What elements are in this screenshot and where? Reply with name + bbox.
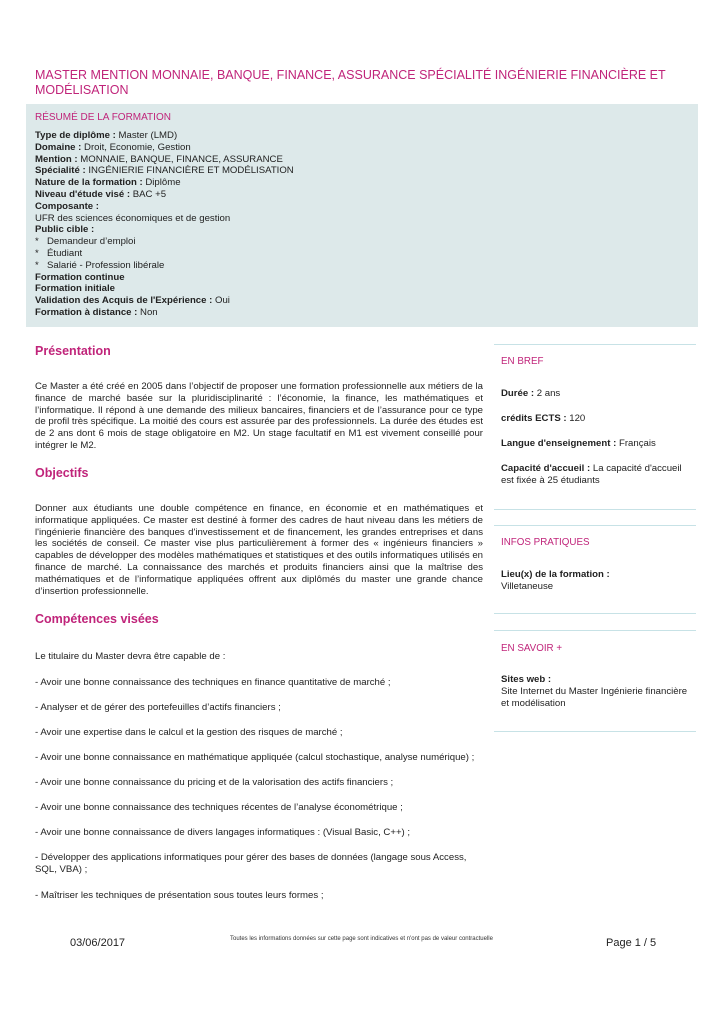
study-level: Niveau d'étude visé : BAC +5	[35, 188, 167, 200]
list-item: * Salarié - Profession libérale	[35, 259, 165, 271]
summary-body	[35, 130, 294, 319]
list-item: - Avoir une bonne connaissance des techniques récentes de l’analyse économétrique ;	[35, 802, 403, 813]
divider	[494, 509, 696, 510]
learn-more-heading: EN SAVOIR +	[501, 643, 563, 654]
location-value: Villetaneuse	[501, 581, 554, 592]
document-title: MASTER MENTION MONNAIE, BANQUE, FINANCE, ASSURANCE SPÉCIALITÉ INGÉNIERIE FINANCIÈRE ET MODÉLISATION	[35, 68, 666, 97]
divider	[494, 344, 696, 345]
presentation-heading: Présentation	[35, 344, 111, 358]
footer-date: 03/06/2017	[70, 937, 126, 949]
skills-heading: Compétences visées	[35, 612, 159, 626]
distance-learning: Formation à distance : Non	[35, 306, 158, 318]
objectives-text: Donner aux étudiants une double compétence en finance, en économie et en mathématiques et informatique appliquées. Ce master est destiné à former des cadres de haut niveau dans les métiers de l'ingénierie financière des banques d'investissement et de financement, les grandes entreprises et dans les sociétés de conseil. Ce master vise plus particulièrement à former des « ingénieurs financiers » capables de développer des modèles mathématiques et statistiques et des outils informatiques utilisés en finance de marché. La connaissance des marchés et produits financiers ainsi que la maîtrise des mathématiques et de l’informatique appliquées offrent aux diplômés du master une grande chance d’insertion professionnelle.	[35, 503, 483, 597]
list-item: - Avoir une bonne connaissance du pricing et de la valorisation des actifs financiers ;	[35, 777, 394, 788]
list-item: - Avoir une bonne connaissance de divers langages informatiques : (Visual Basic, C++) ;	[35, 827, 411, 838]
component-label: Composante :	[35, 200, 99, 212]
mention: Mention : MONNAIE, BANQUE, FINANCE, ASSURANCE	[35, 153, 283, 165]
website-link[interactable]: Site Internet du Master Ingénierie financière et modélisation	[501, 686, 688, 709]
diploma-type: Type de diplôme : Master (LMD)	[35, 130, 178, 141]
skills-intro: Le titulaire du Master devra être capable de :	[35, 651, 226, 662]
capacity: Capacité d'accueil : La capacité d'accueil est fixée à 25 étudiants	[501, 463, 682, 486]
list-item: * Étudiant	[35, 247, 83, 259]
divider	[494, 630, 696, 631]
domain: Domaine : Droit, Economie, Gestion	[35, 141, 191, 153]
list-item: - Avoir une bonne connaissance en mathématique appliquée (calcul stochastique, analyse numérique) ;	[35, 752, 475, 763]
objectives-heading: Objectifs	[35, 466, 89, 480]
vae: Validation des Acquis de l'Expérience : Oui	[35, 295, 230, 307]
target-public-label: Public cible :	[35, 224, 95, 236]
presentation-text: Ce Master a été créé en 2005 dans l’objectif de proposer une formation professionnelle aux métiers de la finance de marché basée sur la pluridisciplinarité : l’économie, la finance, les mathématiques et l’informatique. Il répond à une demande des milieux bancaires, financiers et de l’assurance pour ce type de profil très spécifique. La moitié des cours est assurée par des professionnels. La durée des études est de 2 ans dont 6 mois de stage obligatoire en M2. Un stage facultatif en M1 est vivement conseillé pour intégrer le M2.	[35, 381, 483, 451]
brief-heading: EN BREF	[501, 356, 544, 367]
list-item: - Maîtriser les techniques de présentation sous toutes leurs formes ;	[35, 890, 324, 901]
teaching-language: Langue d'enseignement : Français	[501, 438, 656, 449]
list-item: - Avoir une expertise dans le calcul et la gestion des risques de marché ;	[35, 727, 343, 738]
divider	[494, 525, 696, 526]
summary-panel	[26, 104, 698, 327]
summary-heading: RÉSUMÉ DE LA FORMATION	[35, 112, 171, 123]
ects-credits: crédits ECTS : 120	[501, 413, 586, 424]
websites-label: Sites web :	[501, 674, 552, 685]
practical-info-heading: INFOS PRATIQUES	[501, 537, 590, 548]
specialty: Spécialité : INGÉNIERIE FINANCIÈRE ET MODÉLISATION	[35, 165, 294, 177]
component-value: UFR des sciences économiques et de gestion	[35, 212, 231, 224]
continuing-education: Formation continue	[35, 271, 125, 283]
list-item: - Développer des applications informatiques pour gérer des bases de données (langage sous Access, SQL, VBA) ;	[35, 852, 467, 875]
location-label: Lieu(x) de la formation :	[501, 569, 610, 580]
page-number: Page 1 / 5	[606, 937, 657, 949]
initial-education: Formation initiale	[35, 283, 115, 295]
duration: Durée : 2 ans	[501, 388, 561, 399]
training-nature: Nature de la formation : Diplôme	[35, 177, 181, 189]
list-item: * Demandeur d’emploi	[35, 236, 136, 248]
list-item: - Avoir une bonne connaissance des techniques en finance quantitative de marché ;	[35, 677, 391, 688]
divider	[494, 731, 696, 732]
list-item: - Analyser et de gérer des portefeuilles d’actifs financiers ;	[35, 702, 281, 713]
divider	[494, 613, 696, 614]
footer-disclaimer: Toutes les informations données sur cette page sont indicatives et n'ont pas de valeur contractuelle	[230, 936, 493, 942]
